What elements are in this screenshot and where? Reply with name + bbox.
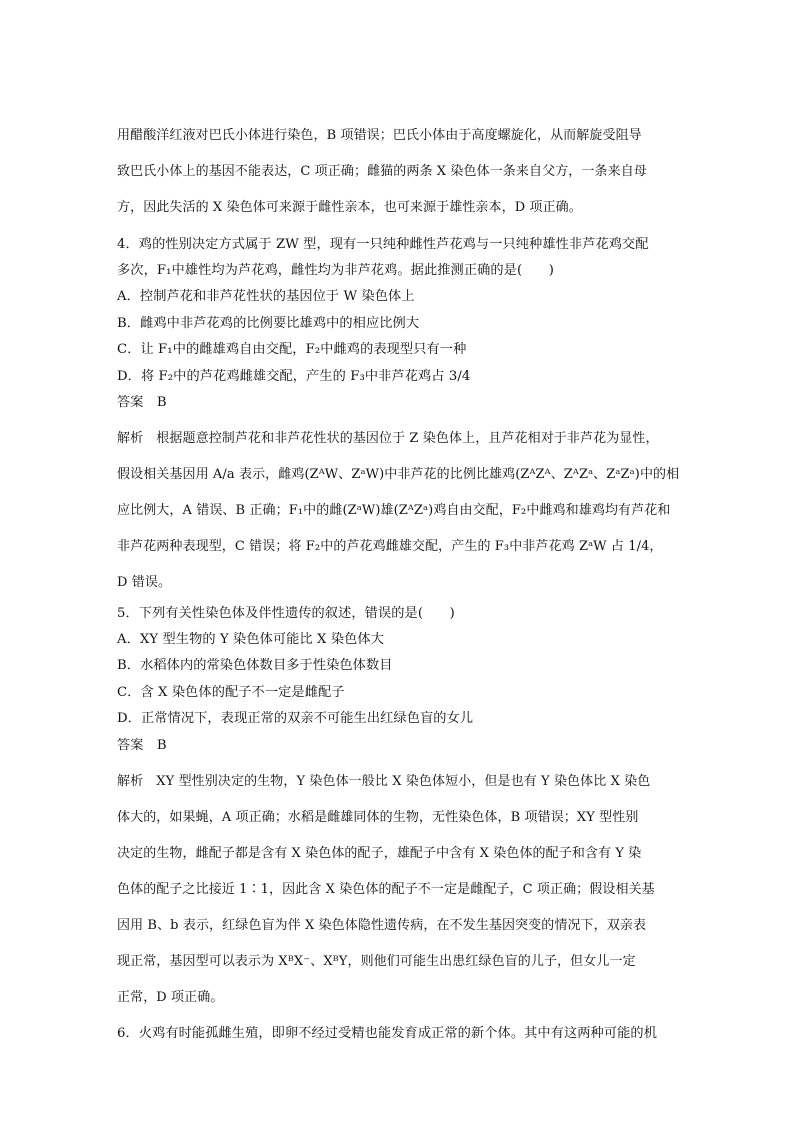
option-a: A．XY 型生物的 Y 染色体可能比 X 染色体大	[117, 632, 384, 647]
option-c: C．让 F₁中的雌雄鸡自由交配，F₂中雌鸡的表现型只有一种	[117, 342, 467, 357]
question-5-stem: 5．下列有关性染色体及伴性遗传的叙述，错误的是( )	[117, 606, 455, 621]
question-6-stem: 6．火鸡有时能孤雌生殖，即卵不经过受精也能发育成正常的新个体。其中有这两种可能的机	[117, 1026, 657, 1041]
question-4-stem: 4．鸡的性别决定方式属于 ZW 型，现有一只纯种雌性芦花鸡与一只纯种雄性非芦花鸡交配	[117, 237, 649, 252]
explanation-line: 假设相关基因用 A/a 表示，雌鸡(ZᴬW、ZᵃW)中非芦花的比例比雄鸡(ZᴬZᴬ、ZᴬZᵃ、ZᵃZᵃ)中的相	[117, 467, 680, 482]
answer-label: 答案 B	[117, 738, 167, 753]
answer-label: 答案 B	[117, 395, 167, 410]
option-b: B．水稻体内的常染色体数目多于性染色体数目	[117, 658, 393, 673]
explanation-line: 体大的，如果蝇，A 项正确；水稻是雌雄同体的生物，无性染色体，B 项错误；XY 型性别	[117, 810, 639, 825]
explanation-line: 决定的生物，雌配子都是含有 X 染色体的配子，雄配子中含有 X 染色体的配子和含有 Y 染	[117, 846, 642, 861]
text-line: 方，因此失活的 X 染色体可来源于雌性亲本，也可来源于雄性亲本，D 项正确。	[117, 200, 582, 215]
explanation-line: 解析 根据题意控制芦花和非芦花性状的基因位于 Z 染色体上，且芦花相对于非芦花为显性，	[117, 431, 659, 446]
option-a: A．控制芦花和非芦花性状的基因位于 W 染色体上	[117, 289, 415, 304]
text-line: 致巴氏小体上的基因不能表达，C 项正确；雌猫的两条 X 染色体一条来自父方，一条来自母	[117, 164, 647, 179]
option-c: C．含 X 染色体的配子不一定是雌配子	[117, 685, 345, 700]
text-line: 用醋酸洋红液对巴氏小体进行染色，B 项错误；巴氏小体由于高度螺旋化，从而解旋受阻导	[117, 128, 642, 143]
explanation-line: 解析 XY 型性别决定的生物，Y 染色体一般比 X 染色体短小，但是也有 Y 染色体比 X 染色	[117, 774, 651, 789]
explanation-line: 应比例大，A 错误、B 正确；F₁中的雌(ZᵃW)雄(ZᴬZᵃ)鸡自由交配，F₂中雌鸡和雄鸡均有芦花和	[117, 503, 671, 518]
explanation-line: 正常，D 项正确。	[117, 990, 224, 1005]
option-b: B．雌鸡中非芦花鸡的比例要比雄鸡中的相应比例大	[117, 316, 420, 331]
explanation-line: 非芦花两种表现型，C 错误；将 F₂中的芦花鸡雌雄交配，产生的 F₃中非芦花鸡 ZᵃW 占 1/4，	[117, 539, 663, 554]
question-4-stem: 多次，F₁中雄性均为芦花鸡，雌性均为非芦花鸡。据此推测正确的是( )	[117, 263, 555, 278]
explanation-line: 因用 B、b 表示，红绿色盲为伴 X 染色体隐性遗传病，在不发生基因突变的情况下，双亲表	[117, 918, 647, 933]
option-d: D．将 F₂中的芦花鸡雌雄交配，产生的 F₃中非芦花鸡占 3/4	[117, 369, 471, 384]
explanation-line: 色体的配子之比接近 1∶1，因此含 X 染色体的配子不一定是雌配子，C 项正确；假设相关基	[117, 882, 655, 897]
explanation-line: D 错误。	[117, 575, 172, 590]
explanation-line: 现正常，基因型可以表示为 XᴮX⁻、XᴮY，则他们可能生出患红绿色盲的儿子，但女儿一定	[117, 954, 636, 969]
option-d: D．正常情况下，表现正常的双亲不可能生出红绿色盲的女儿	[117, 711, 474, 726]
